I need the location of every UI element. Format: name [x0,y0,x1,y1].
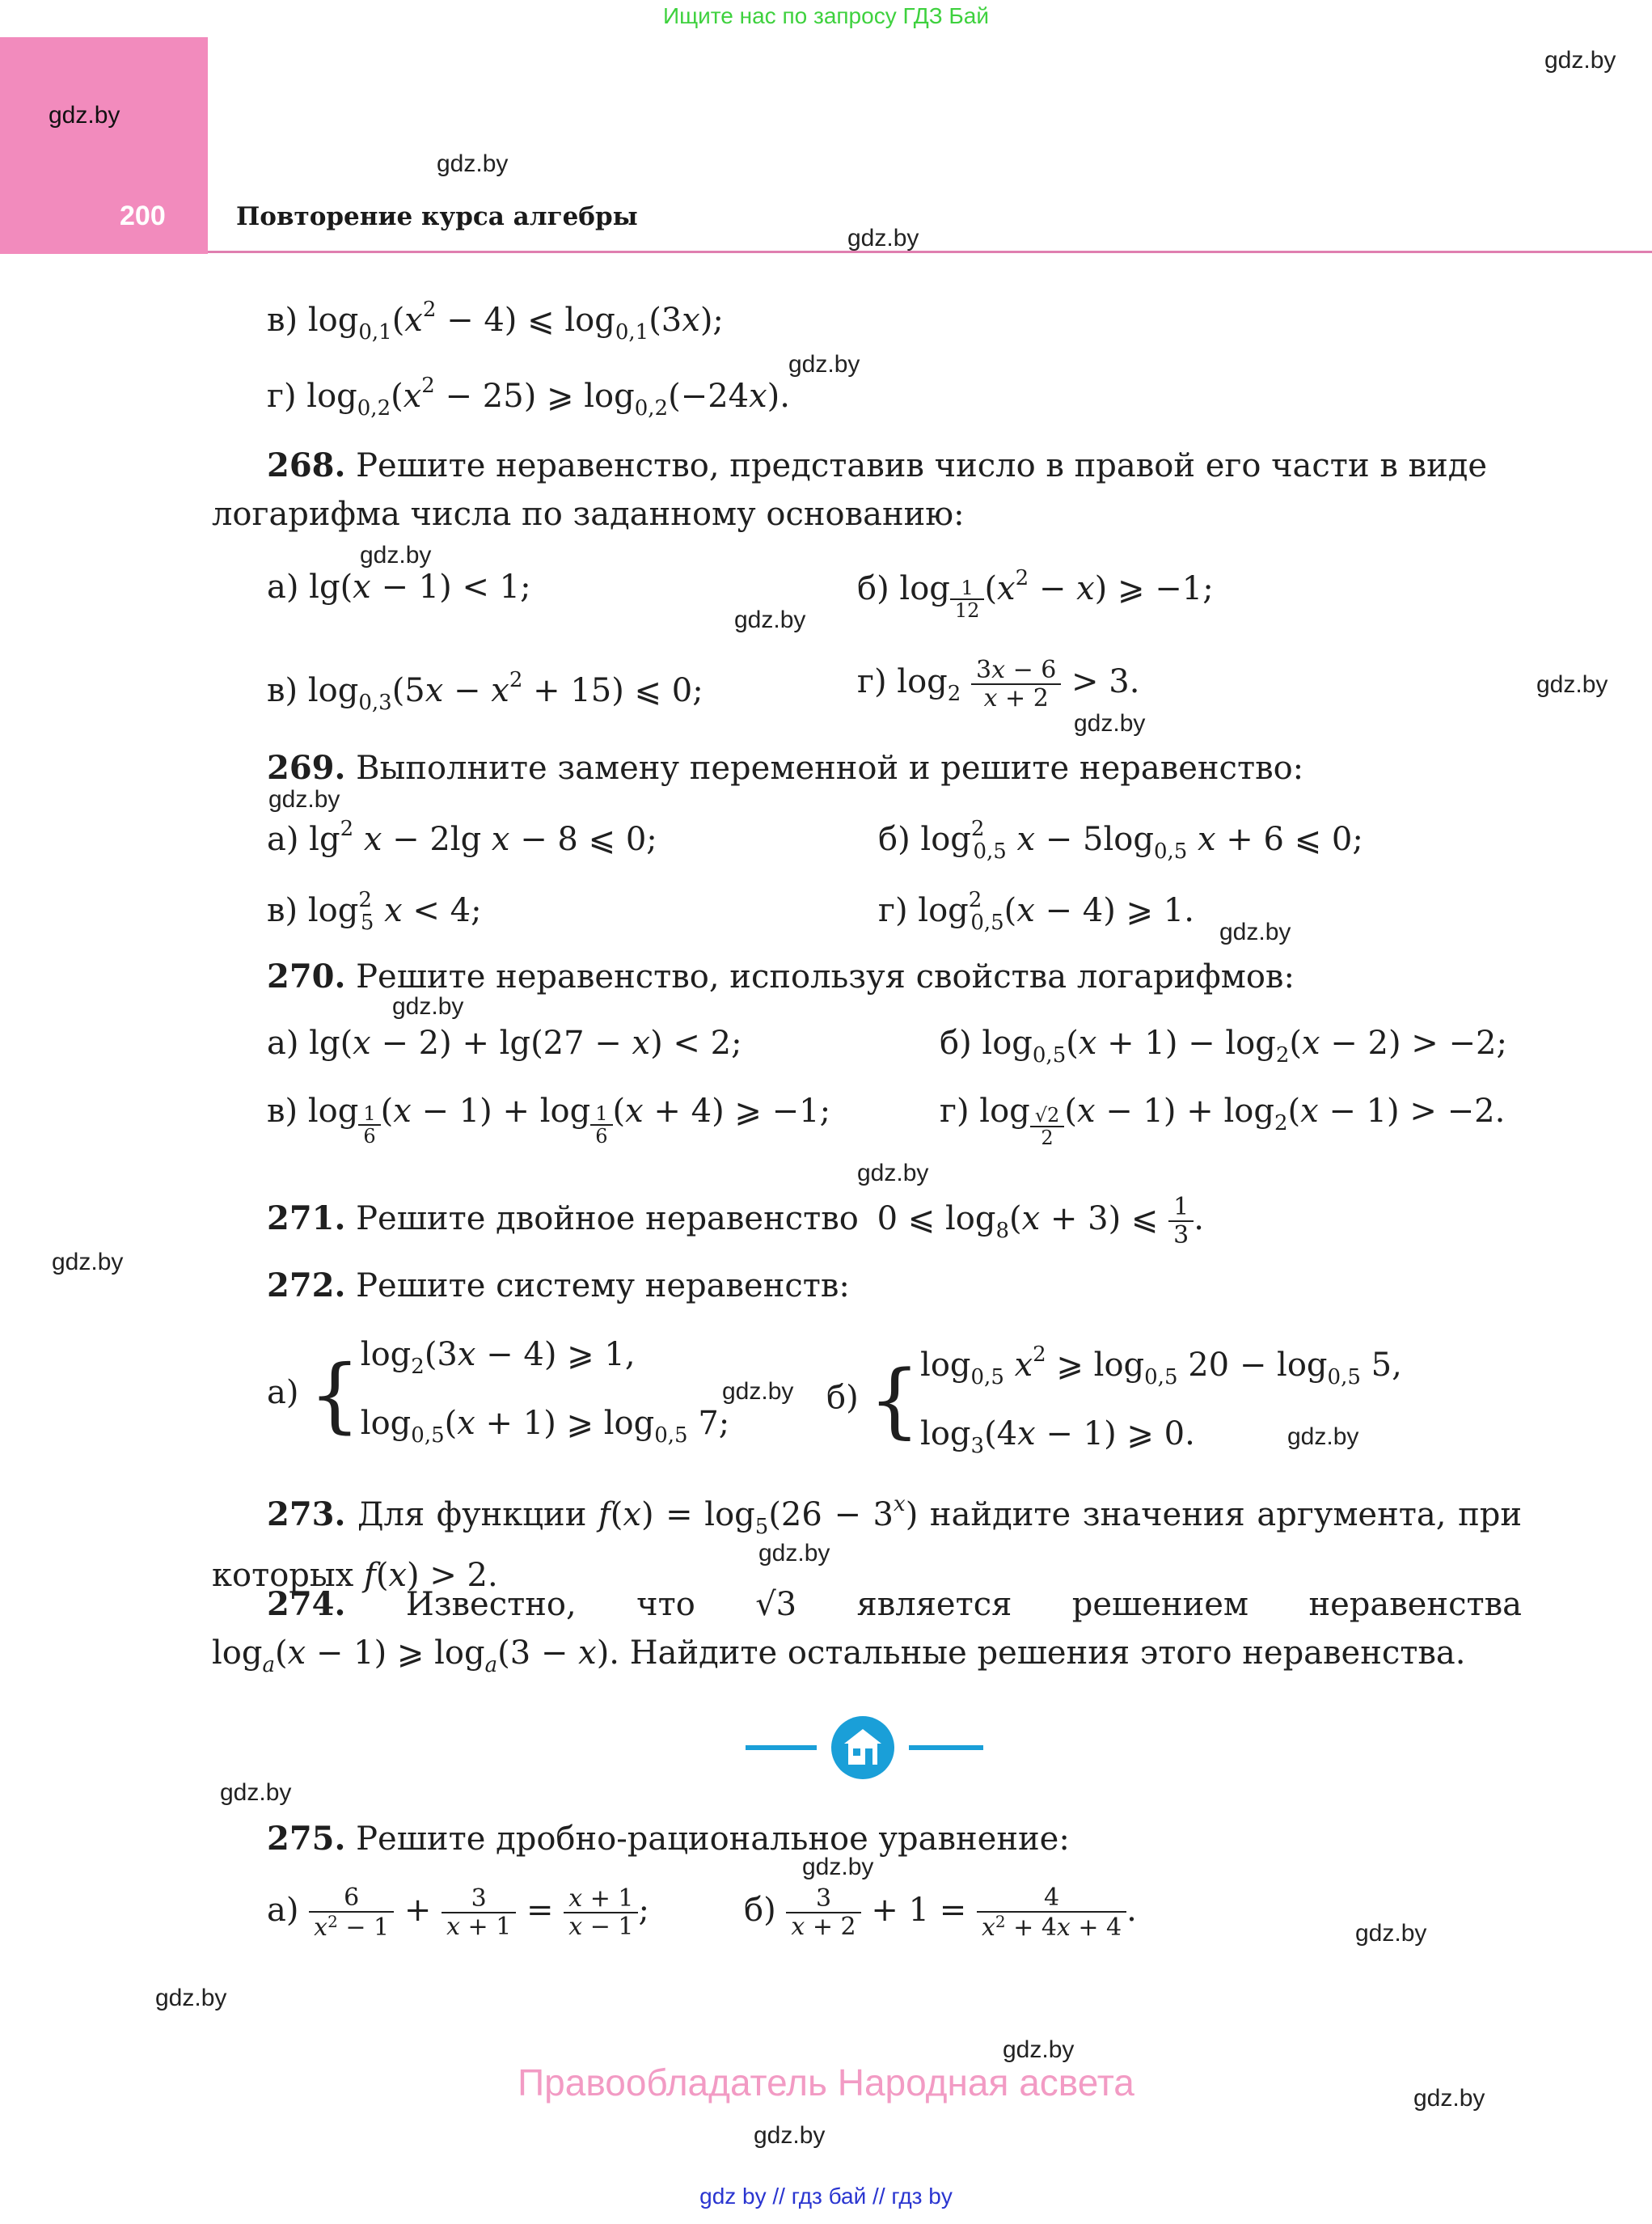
watermark: gdz.by [1544,47,1616,74]
footer-links[interactable]: gdz by // гдз бай // гдз by [699,2184,953,2209]
watermark: gdz.by [49,102,120,129]
divider-right [909,1745,983,1750]
task-268: 268. Решите неравенство, представив число в правой его части в виде логарифма числа по заданному основанию: [212,446,1488,533]
task-273: 273. Для функции $f(x) = \log_5(26 - 3^x)$ найдите значения аргумента, при которых f(x) > 2. [212,1492,1523,1594]
watermark: gdz.by [788,351,860,378]
formula-275-a: а) $\frac{6}{x^2 - 1}$ + $\frac{3}{x + 1}$ = $\frac{x + 1}{x - 1}$ ; [267,1884,649,1942]
formula-269-a: а) $\lg^2 x - 2\lg$ x − 8 ⩽ 0; [267,817,657,858]
watermark: gdz.by [734,607,806,633]
section-title: Повторение курса алгебры [236,202,638,231]
divider-left [746,1745,817,1750]
watermark: gdz.by [392,993,464,1020]
watermark: gdz.by [722,1378,794,1405]
top-banner[interactable]: Ищите нас по запросу ГДЗ Бай [662,3,990,28]
home-icon [831,1716,894,1779]
copyright-notice: Правообладатель Народная асвета [518,2061,1134,2103]
system-272-b: б) {$\log_{0,5}$ $x^2$ ⩾ $\log_{0,5} 20 - \log_{0,5} 5$, $\log_3(4x - 1)$ ⩾ 0. [826,1342,1402,1458]
formula-269-v: в) $\log^2_5 x < 4$; [267,888,482,935]
task-270: 270. Решите неравенство, используя свойства логарифмов: [267,958,1295,996]
watermark: gdz.by [1536,671,1608,698]
formula-270-g: г) log $\frac{√2}{2}$ $(x - 1) + \log_2(x - 1) > -2$. [940,1093,1506,1149]
watermark: gdz.by [155,1985,227,2011]
formula-269-g: г) $\log^2_{0,5}(x - 4)$ ⩾ 1. [878,888,1194,935]
formula-268-a: а) lg(x − 1) < 1; [267,569,531,606]
formula-267-v: в) $\log_{0,1}(x^2 - 4)$ ⩽ $\log_{0,1}(3x)$; [267,298,724,345]
watermark: gdz.by [220,1779,292,1806]
watermark: gdz.by [754,2122,826,2149]
watermark: gdz.by [758,1540,830,1567]
watermark: gdz.by [360,542,432,569]
task-272: 272. Решите систему неравенств: [267,1266,850,1304]
formula-270-v: в) log $\frac{1}{6}$ (x − 1) + log $\frac{1}{6}$ (x + 4) ⩾ −1; [267,1093,831,1148]
watermark: gdz.by [1219,919,1291,945]
watermark: gdz.by [1074,710,1146,737]
watermark: gdz.by [802,1854,874,1880]
page-number: 200 [120,201,166,231]
task-274: 274. Известно, что √3 является решением неравенства $\log_a(x - 1)$ ⩾ $\log_a(3 - x)$. Найдите остальные решения этого неравенства. [212,1585,1522,1677]
watermark: gdz.by [1355,1920,1427,1947]
formula-268-g: г) $\log_2$ $\frac{3x - 6}{x + 2}$ > 3. [857,656,1140,712]
task-275: 275. Решите дробно-рациональное уравнение: [267,1820,1070,1858]
watermark: gdz.by [857,1160,929,1186]
page-corner-tab [0,37,208,254]
formula-270-b: б) $\log_{0,5}(x + 1) - \log_2(x - 2) > -2$; [940,1025,1507,1068]
header-rule [208,251,1652,253]
formula-275-b: б) $\frac{3}{x + 2}$ + 1 = $\frac{4}{x^2 + 4x + 4}$ . [744,1884,1137,1942]
watermark: gdz.by [52,1249,124,1275]
watermark: gdz.by [1413,2085,1485,2112]
formula-267-g: г) $\log_{0,2}(x^2 - 25)$ ⩾ $\log_{0,2}(-24x)$. [267,374,790,421]
system-272-a: а) {$\log_2(3x - 4)$ ⩾ 1, $\log_{0,5}(x + 1)$ ⩾ $\log_{0,5} 7$; [267,1336,730,1448]
formula-269-b: б) $\log^2_{0,5} x - 5\log_{0,5}$ x + 6 ⩽ 0; [878,817,1363,864]
formula-270-a: а) lg(x − 2) + lg(27 − x) < 2; [267,1025,742,1062]
formula-268-v: в) $\log_{0,3}(5x - x^2 + 15)$ ⩽ 0; [267,668,703,715]
watermark: gdz.by [268,786,340,813]
task-269: 269. Выполните замену переменной и решите неравенство: [267,749,1304,787]
watermark: gdz.by [437,150,509,177]
task-271: 271. Решите двойное неравенство 0 ⩽ $\log_8(x + 3)$ ⩽ $\frac{1}{3}$ . [267,1193,1204,1249]
watermark: gdz.by [1287,1423,1359,1450]
formula-268-b: б) log $\frac{1}{12}$ $(x^2 - x)$ ⩾ −1; [857,566,1214,622]
watermark: gdz.by [1003,2036,1075,2063]
watermark: gdz.by [847,225,919,252]
